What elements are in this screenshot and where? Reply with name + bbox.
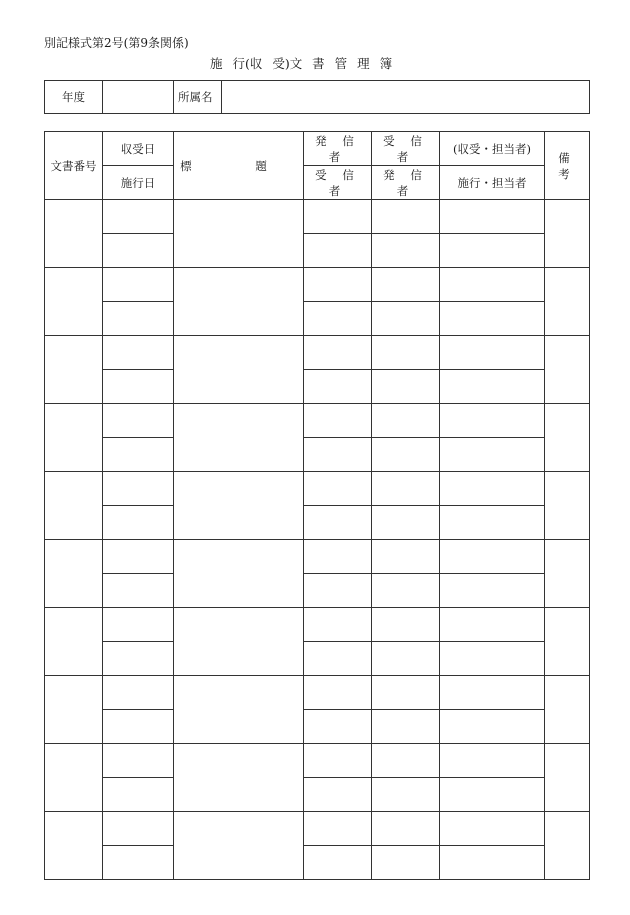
remarks-cell[interactable] <box>545 268 590 336</box>
issue-person-cell[interactable] <box>440 778 545 812</box>
remarks-cell[interactable] <box>545 336 590 404</box>
issue-person-cell[interactable] <box>440 846 545 880</box>
receiver-cell[interactable] <box>372 676 440 710</box>
remarks-cell[interactable] <box>545 540 590 608</box>
doc-number-cell[interactable] <box>45 608 103 676</box>
received-date-cell[interactable] <box>103 812 174 846</box>
col-person-issue: 施行・担当者 <box>440 166 545 200</box>
sender-cell[interactable] <box>304 744 372 778</box>
receive-person-cell[interactable] <box>440 336 545 370</box>
sender-sub-cell[interactable] <box>372 846 440 880</box>
receiver-sub-cell[interactable] <box>304 506 372 540</box>
issued-date-cell[interactable] <box>103 710 174 744</box>
table-row <box>45 812 590 846</box>
issued-date-cell[interactable] <box>103 574 174 608</box>
ledger-header-row-bottom <box>45 166 590 200</box>
col-doc-number: 文書番号 <box>45 132 103 200</box>
remarks-cell[interactable] <box>545 812 590 880</box>
table-row-sub <box>45 438 590 472</box>
issued-date-cell[interactable] <box>103 302 174 336</box>
issue-person-cell[interactable] <box>440 710 545 744</box>
receiver-cell[interactable] <box>372 336 440 370</box>
sender-sub-cell[interactable] <box>372 642 440 676</box>
issued-date-cell[interactable] <box>103 234 174 268</box>
remarks-cell[interactable] <box>545 200 590 268</box>
receiver-cell[interactable] <box>372 472 440 506</box>
receiver-sub-cell[interactable] <box>304 302 372 336</box>
issued-date-cell[interactable] <box>103 370 174 404</box>
col-sender-bottom: 発 信 者 <box>372 166 440 200</box>
sender-sub-cell[interactable] <box>372 438 440 472</box>
receiver-cell[interactable] <box>372 200 440 234</box>
issued-date-cell[interactable] <box>103 438 174 472</box>
subject-cell[interactable] <box>174 608 304 676</box>
receiver-sub-cell[interactable] <box>304 370 372 404</box>
receiver-cell[interactable] <box>372 608 440 642</box>
table-row-sub <box>45 506 590 540</box>
sender-cell[interactable] <box>304 268 372 302</box>
sender-sub-cell[interactable] <box>372 778 440 812</box>
sender-cell[interactable] <box>304 336 372 370</box>
document-title: 施 行(収 受)文 書 管 理 簿 <box>210 56 393 71</box>
received-date-cell[interactable] <box>103 200 174 234</box>
receiver-cell[interactable] <box>372 268 440 302</box>
col-receiver-top: 受 信 者 <box>372 132 440 166</box>
col-receiver-bottom: 受 信 者 <box>304 166 372 200</box>
subject-cell[interactable] <box>174 268 304 336</box>
issue-person-cell[interactable] <box>440 506 545 540</box>
col-received-date: 収受日 <box>103 132 174 166</box>
sender-sub-cell[interactable] <box>372 506 440 540</box>
receiver-sub-cell[interactable] <box>304 438 372 472</box>
remarks-cell[interactable] <box>545 608 590 676</box>
table-row-sub <box>45 302 590 336</box>
table-row-sub <box>45 778 590 812</box>
receive-person-cell[interactable] <box>440 404 545 438</box>
ledger-header-row-top <box>45 132 590 166</box>
sender-cell[interactable] <box>304 608 372 642</box>
sender-sub-cell[interactable] <box>372 370 440 404</box>
sender-sub-cell[interactable] <box>372 710 440 744</box>
receiver-sub-cell[interactable] <box>304 574 372 608</box>
receive-person-cell[interactable] <box>440 812 545 846</box>
col-person-receive: (収受・担当者) <box>440 132 545 166</box>
remarks-cell[interactable] <box>545 404 590 472</box>
receive-person-cell[interactable] <box>440 608 545 642</box>
receive-person-cell[interactable] <box>440 472 545 506</box>
remarks-cell[interactable] <box>545 744 590 812</box>
header-table <box>44 80 590 114</box>
receiver-cell[interactable] <box>372 812 440 846</box>
col-sender-top: 発 信 者 <box>304 132 372 166</box>
issue-person-cell[interactable] <box>440 302 545 336</box>
table-row <box>45 404 590 438</box>
remarks-cell[interactable] <box>545 676 590 744</box>
received-date-cell[interactable] <box>103 472 174 506</box>
sender-cell[interactable] <box>304 404 372 438</box>
receiver-sub-cell[interactable] <box>304 710 372 744</box>
issued-date-cell[interactable] <box>103 846 174 880</box>
col-issued-date: 施行日 <box>103 166 174 200</box>
sender-cell[interactable] <box>304 472 372 506</box>
remarks-cell[interactable] <box>545 472 590 540</box>
doc-number-cell[interactable] <box>45 200 103 268</box>
issue-person-cell[interactable] <box>440 642 545 676</box>
issued-date-cell[interactable] <box>103 642 174 676</box>
receiver-cell[interactable] <box>372 540 440 574</box>
receiver-sub-cell[interactable] <box>304 778 372 812</box>
subject-cell[interactable] <box>174 404 304 472</box>
table-row <box>45 200 590 234</box>
receiver-cell[interactable] <box>372 744 440 778</box>
issue-person-cell[interactable] <box>440 574 545 608</box>
table-row-sub <box>45 370 590 404</box>
doc-number-cell[interactable] <box>45 540 103 608</box>
subject-cell[interactable] <box>174 676 304 744</box>
doc-number-cell[interactable] <box>45 812 103 880</box>
received-date-cell[interactable] <box>103 404 174 438</box>
doc-number-cell[interactable] <box>45 268 103 336</box>
receive-person-cell[interactable] <box>440 540 545 574</box>
sender-sub-cell[interactable] <box>372 574 440 608</box>
received-date-cell[interactable] <box>103 676 174 710</box>
table-row-sub <box>45 234 590 268</box>
table-row <box>45 472 590 506</box>
issued-date-cell[interactable] <box>103 778 174 812</box>
receiver-cell[interactable] <box>372 404 440 438</box>
doc-number-cell[interactable] <box>45 744 103 812</box>
subject-cell[interactable] <box>174 472 304 540</box>
sender-cell[interactable] <box>304 812 372 846</box>
table-row-sub <box>45 574 590 608</box>
col-subject: 標 題 <box>174 132 304 200</box>
sender-cell[interactable] <box>304 200 372 234</box>
sender-cell[interactable] <box>304 540 372 574</box>
issued-date-cell[interactable] <box>103 506 174 540</box>
table-row <box>45 336 590 370</box>
year-field[interactable] <box>103 81 174 114</box>
receive-person-cell[interactable] <box>440 676 545 710</box>
sender-sub-cell[interactable] <box>372 302 440 336</box>
subject-cell[interactable] <box>174 336 304 404</box>
received-date-cell[interactable] <box>103 744 174 778</box>
subject-cell[interactable] <box>174 744 304 812</box>
receiver-sub-cell[interactable] <box>304 846 372 880</box>
received-date-cell[interactable] <box>103 608 174 642</box>
doc-number-cell[interactable] <box>45 676 103 744</box>
table-row <box>45 744 590 778</box>
issue-person-cell[interactable] <box>440 438 545 472</box>
received-date-cell[interactable] <box>103 268 174 302</box>
form-identifier: 別記様式第2号(第9条関係) <box>44 36 189 50</box>
table-row <box>45 676 590 710</box>
table-row <box>45 540 590 574</box>
subject-cell[interactable] <box>174 812 304 880</box>
table-row-sub <box>45 642 590 676</box>
ledger-table <box>44 131 590 880</box>
sender-sub-cell[interactable] <box>372 234 440 268</box>
table-row-sub <box>45 846 590 880</box>
receiver-sub-cell[interactable] <box>304 234 372 268</box>
receiver-sub-cell[interactable] <box>304 642 372 676</box>
table-row-sub <box>45 710 590 744</box>
department-label: 所属名 <box>174 81 222 114</box>
receive-person-cell[interactable] <box>440 268 545 302</box>
department-field[interactable] <box>222 81 590 114</box>
received-date-cell[interactable] <box>103 540 174 574</box>
doc-number-cell[interactable] <box>45 336 103 404</box>
receive-person-cell[interactable] <box>440 744 545 778</box>
subject-cell[interactable] <box>174 200 304 268</box>
sender-cell[interactable] <box>304 676 372 710</box>
issue-person-cell[interactable] <box>440 370 545 404</box>
table-row <box>45 268 590 302</box>
received-date-cell[interactable] <box>103 336 174 370</box>
col-remarks: 備 考 <box>545 132 590 200</box>
issue-person-cell[interactable] <box>440 234 545 268</box>
doc-number-cell[interactable] <box>45 472 103 540</box>
year-label: 年度 <box>45 81 103 114</box>
receive-person-cell[interactable] <box>440 200 545 234</box>
table-row <box>45 608 590 642</box>
doc-number-cell[interactable] <box>45 404 103 472</box>
subject-cell[interactable] <box>174 540 304 608</box>
